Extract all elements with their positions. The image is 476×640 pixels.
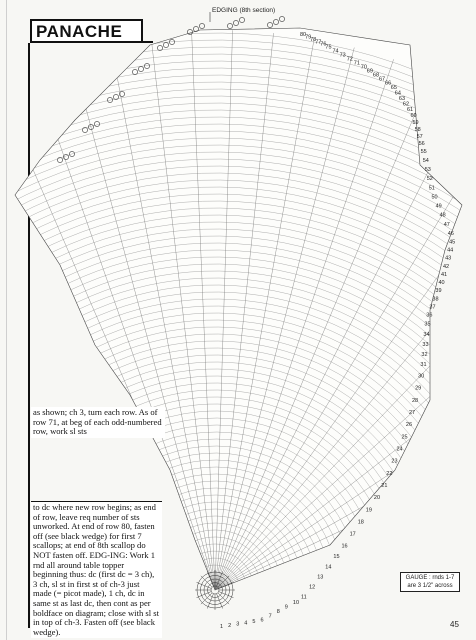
row-number: 72	[346, 56, 353, 63]
page-title: PANACHE	[36, 22, 123, 41]
picot	[193, 26, 198, 31]
row-number: 71	[353, 60, 360, 67]
motif-spoke	[218, 593, 229, 604]
row-number: 68	[372, 72, 380, 79]
row-number: 58	[414, 126, 421, 133]
row-number: 27	[409, 410, 416, 417]
row-number: 35	[424, 321, 431, 328]
row-number: 13	[317, 574, 324, 581]
row-number: 73	[339, 52, 346, 59]
row-number: 22	[386, 470, 393, 477]
row-number: 52	[426, 176, 433, 183]
row-number: 34	[423, 331, 430, 338]
row-number: 51	[428, 185, 435, 192]
row-number: 74	[332, 48, 339, 55]
row-number: 62	[402, 101, 410, 108]
picot	[267, 22, 272, 27]
row-number: 31	[420, 362, 427, 369]
row-number: 69	[366, 68, 373, 75]
row-number: 40	[438, 280, 445, 287]
row-number: 48	[439, 212, 446, 219]
row-number: 7	[268, 613, 272, 620]
row-number: 11	[301, 594, 307, 601]
row-number: 53	[424, 167, 431, 174]
row-number: 21	[381, 483, 388, 489]
picot	[227, 23, 232, 28]
row-number: 55	[420, 148, 427, 155]
row-number: 78	[310, 36, 317, 43]
edging-label: EDGING (8th section)	[212, 7, 276, 14]
row-number: 79	[305, 34, 312, 41]
row-number: 44	[447, 247, 454, 254]
row-number: 15	[333, 554, 340, 561]
row-number: 4	[244, 620, 248, 627]
instruction-text-1: as shown; ch 3, turn each row. As of row 71, at beg of each odd-numbered row, work sl sts	[31, 407, 165, 438]
picot	[239, 17, 244, 22]
row-number: 36	[426, 312, 433, 319]
row-number: 38	[432, 296, 439, 303]
row-number: 67	[379, 76, 386, 83]
picot	[279, 16, 284, 21]
row-number: 16	[341, 543, 348, 550]
row-number: 32	[421, 352, 428, 359]
row-number: 63	[398, 96, 406, 102]
row-number: 29	[415, 385, 422, 392]
row-number: 77	[315, 39, 322, 46]
row-number: 10	[292, 599, 300, 606]
row-number: 76	[320, 41, 327, 48]
row-number: 46	[447, 230, 454, 237]
row-number: 28	[412, 397, 419, 404]
motif-spoke	[201, 593, 212, 604]
row-number: 43	[445, 255, 452, 262]
row-number: 59	[412, 119, 419, 126]
row-number: 37	[429, 304, 436, 311]
row-number: 17	[349, 531, 356, 538]
row-number: 45	[449, 239, 456, 246]
picot	[199, 23, 204, 28]
row-number: 30	[418, 373, 425, 380]
row-number: 60	[410, 112, 417, 119]
row-number: 41	[441, 271, 448, 278]
row-number: 42	[443, 263, 450, 270]
row-number: 80	[300, 32, 307, 38]
gauge-label: GAUGE : rnds 1-7	[405, 575, 455, 581]
instruction-text-2: to dc where new row begins; as end of row, leave req number of sts unworked. At end of row 80, fasten off (see black wedge) for first 7 scallops; at end of 8th scallop do NOT fasten off. EDG-ING: Work 1 rnd all around table topper beginning thus: dc (first dc = 3 ch), 3 ch, sl st in first st of ch-3 just made (= picot made), 1 ch, dc in same st as last dc, then cont as per boldface on diagram; close with sl st in top of ch-3. Fasten off (see black wedge).	[31, 501, 162, 638]
picot	[233, 20, 238, 25]
row-number: 39	[435, 288, 442, 295]
row-number: 70	[360, 64, 367, 71]
row-number: 9	[284, 604, 288, 611]
row-number: 12	[309, 584, 316, 591]
row-number: 75	[325, 44, 332, 51]
row-number: 57	[416, 134, 423, 140]
row-number: 24	[396, 446, 403, 453]
row-number: 25	[401, 434, 408, 441]
gauge-box	[400, 572, 460, 592]
row-number: 66	[385, 80, 392, 87]
row-number: 50	[431, 194, 438, 201]
row-number: 26	[405, 422, 413, 429]
row-number: 19	[365, 507, 372, 514]
row-number: 18	[357, 519, 364, 526]
row-number: 14	[325, 564, 332, 571]
row-number: 8	[276, 608, 280, 615]
row-number: 64	[394, 90, 401, 97]
row-number: 3	[236, 621, 240, 628]
row-number: 61	[407, 106, 414, 113]
page-number: 45	[450, 620, 459, 629]
gauge-value: are 3 1/2" across	[407, 583, 453, 589]
picot	[273, 19, 278, 24]
row-number: 33	[422, 341, 429, 348]
row-number: 56	[418, 141, 425, 148]
row-number: 54	[422, 158, 429, 164]
row-number: 1	[220, 624, 224, 630]
row-number: 2	[228, 622, 232, 629]
row-number: 47	[443, 221, 450, 228]
row-number: 5	[252, 619, 256, 626]
row-number: 23	[391, 458, 398, 465]
row-number: 49	[435, 203, 442, 210]
row-number: 6	[260, 617, 264, 624]
row-number: 65	[390, 85, 397, 91]
row-number: 20	[373, 495, 381, 502]
